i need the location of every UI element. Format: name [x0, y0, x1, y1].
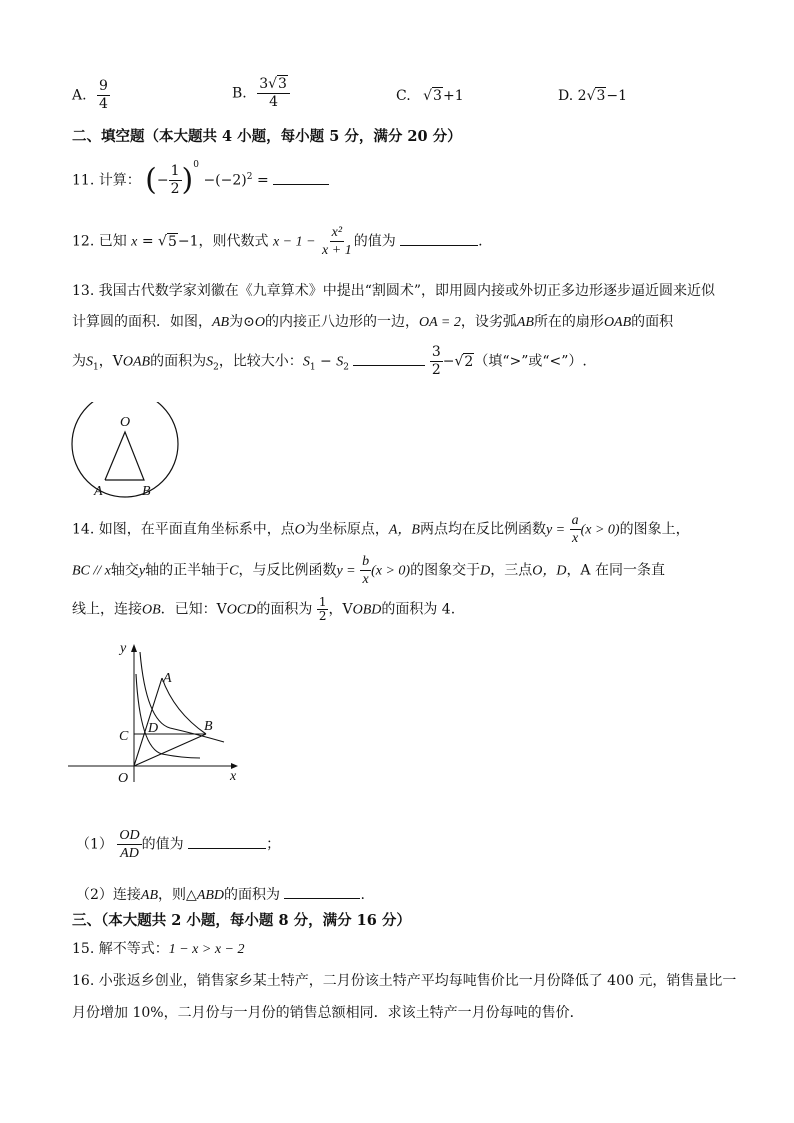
- question-14-part-2: （2）连接AB，则△ABD的面积为 .: [76, 884, 365, 906]
- q14-1-answer-blank[interactable]: [188, 834, 266, 849]
- question-14-part-1: （1） $\frac{OD}{AD}$ 的值为 ；: [76, 828, 281, 861]
- q11-fraction: $\frac{1}{2}$: [170, 163, 180, 197]
- label-a: A: [94, 484, 103, 499]
- label-d: D: [148, 721, 159, 736]
- section-2-heading: 二、填空题（本大题共 4 小题，每小题 5 分，满分 20 分）: [72, 128, 462, 145]
- line-ab: [162, 678, 206, 734]
- option-a: [72, 78, 110, 113]
- label-b: B: [142, 484, 151, 499]
- question-13-line-3: 为$S_1$，VOAB的面积为$S_2$，比较大小：$S_1 - S_2$ $\frac{3}{2}$ −√2（填“>”或“<”）.: [72, 344, 587, 378]
- q11-answer-blank[interactable]: [273, 170, 329, 185]
- question-16-line-2: 月份增加 10%，二月份与一月份的销售总额相同．求该土特产一月份每吨的售价．: [72, 1005, 584, 1021]
- y-axis-arrow-icon: [131, 644, 137, 652]
- option-b-fraction: $\frac{3√3}{4}$: [257, 76, 290, 111]
- question-14-line-1: 14. 如图，在平面直角坐标系中，点O为坐标原点，A，B两点均在反比例函数y = $\frac{a}{x}$ (x > 0)的图象上，: [72, 513, 690, 546]
- label-c: C: [119, 729, 129, 744]
- question-15: 15. 解不等式：1 − x > x − 2: [72, 941, 245, 957]
- question-13-line-2: 计算圆的面积．如图，AB为⊙O的内接正八边形的一边，OA = 2，设劣弧AB所在的扇形OAB的面积: [72, 314, 674, 330]
- question-13-line-1: 13. 我国古代数学家刘徽在《九章算术》中提出“割圆术”，即用圆内接或外切正多边形逐步逼近圆来近似: [72, 283, 716, 299]
- line-ob: [134, 734, 206, 766]
- q14-fraction-half: $\frac{1}{2}$: [318, 595, 327, 623]
- q14-fraction-b: $\frac{b}{x}$: [362, 554, 370, 587]
- question-14-line-2: BC // x轴交y轴的正半轴于C，与反比例函数y = $\frac{b}{x}$ (x > 0)的图象交于D，三点O，D，A 在同一条直: [72, 554, 665, 587]
- label-y: y: [120, 641, 127, 656]
- option-d: D. 2√3−1: [558, 88, 628, 104]
- question-12: 12. 已知 x = √5−1，则代数式 x − 1 − $\frac{\text{x²}}{x + 1}$ 的值为 .: [72, 225, 483, 258]
- q13-fraction: $\frac{3}{2}$: [431, 344, 441, 378]
- label-a: A: [163, 671, 172, 686]
- option-a-label: A.: [72, 87, 87, 104]
- option-b-label: B.: [232, 85, 247, 102]
- figure-13-circle-diagram: [60, 402, 190, 502]
- label-x: x: [230, 769, 237, 784]
- option-a-fraction: $\frac{9}{4}$: [99, 78, 108, 112]
- q12-answer-blank[interactable]: [400, 231, 478, 246]
- curve-b-over-x: [136, 674, 200, 758]
- option-d-label: D.: [558, 88, 574, 104]
- label-o: O: [118, 771, 129, 786]
- q14-1-fraction: $\frac{OD}{AD}$: [119, 828, 140, 861]
- label-b: B: [204, 719, 213, 734]
- question-16-line-1: 16. 小张返乡创业，销售家乡某土特产，二月份该土特产平均每吨售价比一月份降低了 400 元，销售量比一: [72, 973, 737, 989]
- q13-answer-blank[interactable]: [353, 351, 425, 366]
- option-c-label: C.: [396, 88, 411, 104]
- label-o: O: [120, 415, 131, 430]
- figure-14-coordinate-diagram: [66, 636, 250, 786]
- triangle-oab: [105, 432, 144, 480]
- q12-fraction: $\frac{\text{x²}}{x + 1}$: [322, 225, 352, 258]
- q14-2-answer-blank[interactable]: [284, 884, 360, 899]
- section-3-heading: 三、（本大题共 2 小题，每小题 8 分，满分 16 分）: [72, 912, 411, 929]
- option-c: C. √3+1: [396, 88, 464, 104]
- question-11: 11. 计算： (− $\frac{1}{2}$ )$^0 -(-2)^2$ =: [72, 163, 329, 198]
- option-b: [232, 76, 290, 111]
- question-14-line-3: 线上，连接OB．已知：VOCD的面积为 $\frac{1}{2}$ ，VOBD的面积为 4.: [72, 595, 456, 623]
- q14-fraction-a: $\frac{a}{x}$: [571, 513, 579, 546]
